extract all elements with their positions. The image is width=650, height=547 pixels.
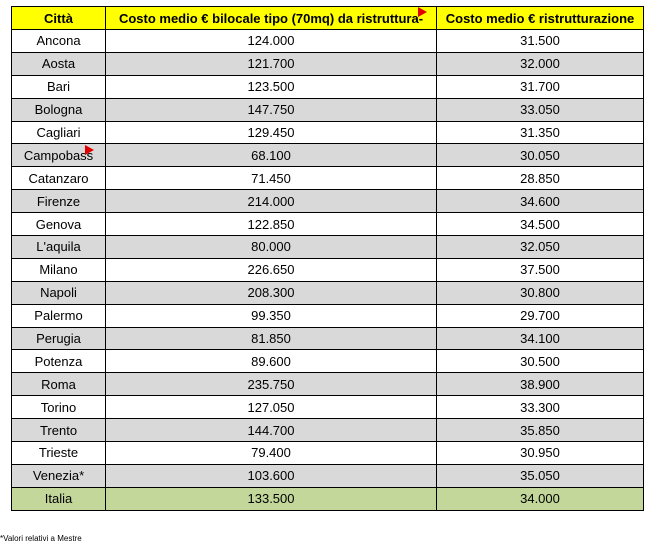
renovation-cost-cell[interactable]: 31.700	[437, 75, 644, 98]
renovation-cost-cell[interactable]: 31.350	[437, 121, 644, 144]
renovation-cost-cell[interactable]: 38.900	[437, 373, 644, 396]
renovation-cost-cell[interactable]: 34.500	[437, 213, 644, 236]
apartment-cost-cell[interactable]: 71.450	[106, 167, 437, 190]
table-row	[12, 75, 644, 98]
apartment-cost-cell[interactable]: 123.500	[106, 75, 437, 98]
apartment-cost-cell[interactable]: 214.000	[106, 190, 437, 213]
renovation-cost-cell[interactable]: 33.300	[437, 396, 644, 419]
footnote: *Valori relativi a Mestre	[0, 534, 82, 543]
comment-marker-icon[interactable]	[418, 7, 427, 17]
header-city[interactable]: Città	[12, 7, 106, 30]
table-row	[12, 236, 644, 259]
apartment-cost-cell[interactable]: 89.600	[106, 350, 437, 373]
renovation-cost-cell[interactable]: 28.850	[437, 167, 644, 190]
city-cell[interactable]: Cagliari	[12, 121, 106, 144]
city-cell[interactable]: Perugia	[12, 327, 106, 350]
city-cell[interactable]: Aosta	[12, 52, 106, 75]
apartment-cost-cell[interactable]: 68.100	[106, 144, 437, 167]
apartment-cost-cell[interactable]: 144.700	[106, 419, 437, 442]
renovation-cost-cell[interactable]: 30.800	[437, 281, 644, 304]
city-cell[interactable]: Napoli	[12, 281, 106, 304]
table-row	[12, 167, 644, 190]
apartment-cost-cell[interactable]: 121.700	[106, 52, 437, 75]
apartment-cost-cell[interactable]: 208.300	[106, 281, 437, 304]
total-apartment-cost-cell[interactable]: 133.500	[106, 487, 437, 510]
city-cell[interactable]: Ancona	[12, 30, 106, 53]
renovation-cost-cell[interactable]: 32.050	[437, 236, 644, 259]
renovation-cost-cell[interactable]: 34.100	[437, 327, 644, 350]
renovation-cost-cell[interactable]: 35.850	[437, 419, 644, 442]
apartment-cost-cell[interactable]: 235.750	[106, 373, 437, 396]
apartment-cost-cell[interactable]: 147.750	[106, 98, 437, 121]
city-cell[interactable]: Bologna	[12, 98, 106, 121]
apartment-cost-cell[interactable]: 129.450	[106, 121, 437, 144]
table-row	[12, 281, 644, 304]
apartment-cost-cell[interactable]: 122.850	[106, 213, 437, 236]
apartment-cost-cell[interactable]: 124.000	[106, 30, 437, 53]
cost-table	[11, 6, 644, 511]
city-cell[interactable]: Milano	[12, 258, 106, 281]
city-cell[interactable]: Genova	[12, 213, 106, 236]
total-row	[12, 487, 644, 510]
apartment-cost-cell[interactable]: 79.400	[106, 442, 437, 465]
header-row	[12, 7, 644, 30]
table-row	[12, 396, 644, 419]
renovation-cost-cell[interactable]: 30.500	[437, 350, 644, 373]
renovation-cost-cell[interactable]: 32.000	[437, 52, 644, 75]
renovation-cost-cell[interactable]: 35.050	[437, 464, 644, 487]
city-cell[interactable]: Catanzaro	[12, 167, 106, 190]
table-row	[12, 464, 644, 487]
city-cell[interactable]: Firenze	[12, 190, 106, 213]
header-renovation-cost[interactable]: Costo medio € ristrutturazione	[437, 7, 644, 30]
renovation-cost-cell[interactable]: 34.600	[437, 190, 644, 213]
total-city-cell[interactable]: Italia	[12, 487, 106, 510]
table-row	[12, 52, 644, 75]
city-cell[interactable]: Torino	[12, 396, 106, 419]
table-row	[12, 190, 644, 213]
table-row	[12, 30, 644, 53]
table-row	[12, 121, 644, 144]
table-row	[12, 419, 644, 442]
renovation-cost-cell[interactable]: 29.700	[437, 304, 644, 327]
city-cell[interactable]: Potenza	[12, 350, 106, 373]
apartment-cost-cell[interactable]: 127.050	[106, 396, 437, 419]
city-cell[interactable]: Campobass	[12, 144, 106, 167]
apartment-cost-cell[interactable]: 103.600	[106, 464, 437, 487]
table-row	[12, 373, 644, 396]
table-row	[12, 304, 644, 327]
apartment-cost-cell[interactable]: 99.350	[106, 304, 437, 327]
table-row	[12, 350, 644, 373]
city-cell[interactable]: Venezia*	[12, 464, 106, 487]
renovation-cost-cell[interactable]: 31.500	[437, 30, 644, 53]
city-cell[interactable]: Bari	[12, 75, 106, 98]
header-apartment-cost[interactable]: Costo medio € bilocale tipo (70mq) da ristruttura-	[106, 7, 437, 30]
city-cell[interactable]: Roma	[12, 373, 106, 396]
table-row	[12, 213, 644, 236]
apartment-cost-cell[interactable]: 226.650	[106, 258, 437, 281]
table-row	[12, 442, 644, 465]
renovation-cost-cell[interactable]: 30.050	[437, 144, 644, 167]
table-row	[12, 258, 644, 281]
city-cell[interactable]: Trieste	[12, 442, 106, 465]
table-row	[12, 144, 644, 167]
table-row	[12, 98, 644, 121]
table-row	[12, 327, 644, 350]
city-cell[interactable]: Palermo	[12, 304, 106, 327]
renovation-cost-cell[interactable]: 37.500	[437, 258, 644, 281]
total-renovation-cost-cell[interactable]: 34.000	[437, 487, 644, 510]
apartment-cost-cell[interactable]: 81.850	[106, 327, 437, 350]
apartment-cost-cell[interactable]: 80.000	[106, 236, 437, 259]
comment-marker-icon[interactable]	[85, 145, 94, 155]
renovation-cost-cell[interactable]: 33.050	[437, 98, 644, 121]
renovation-cost-cell[interactable]: 30.950	[437, 442, 644, 465]
city-cell[interactable]: L'aquila	[12, 236, 106, 259]
city-cell[interactable]: Trento	[12, 419, 106, 442]
